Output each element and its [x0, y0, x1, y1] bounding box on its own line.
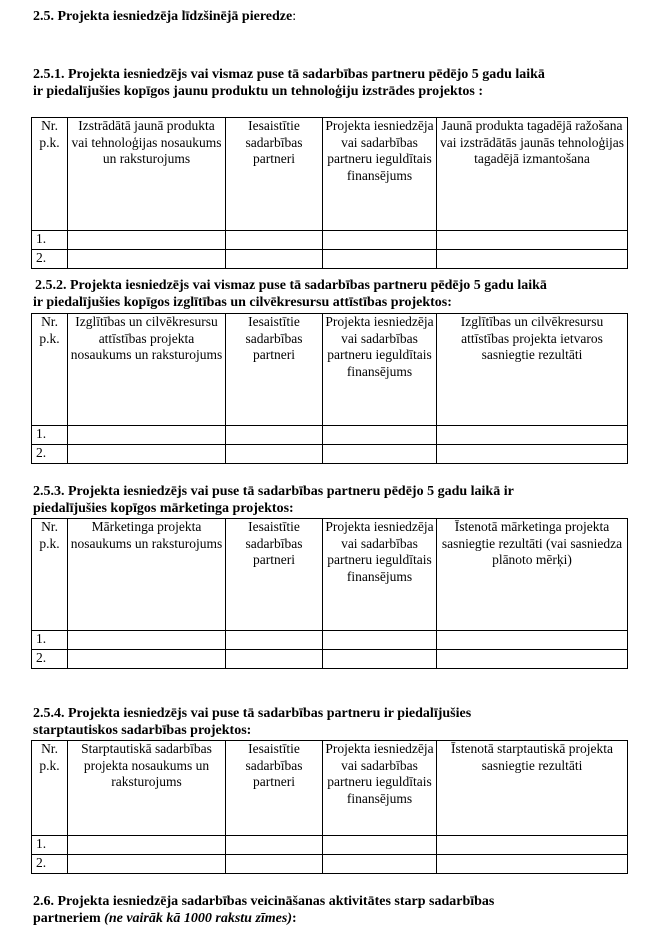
col-header-name: Starptautiskā sadarbības projekta nosaukums un raksturojums [68, 741, 226, 836]
col-header-nr: Nr. p.k. [32, 519, 68, 631]
col-header-nr: Nr. p.k. [32, 118, 68, 231]
table-cell[interactable] [437, 855, 628, 874]
row-number: 2. [32, 250, 68, 269]
table-cell[interactable] [437, 650, 628, 669]
experience-table-4 [31, 740, 628, 874]
table-cell[interactable] [226, 631, 323, 650]
subheading-2-6 [33, 893, 627, 927]
col-header-nr: Nr. p.k. [32, 314, 68, 426]
table-cell[interactable] [68, 231, 226, 250]
row-number: 2. [32, 445, 68, 464]
col-header-funding: Projekta iesniedzēja vai sadarbības partneru ieguldītais finansējums [323, 741, 437, 836]
table-cell[interactable] [323, 650, 437, 669]
heading-colon: : [292, 911, 297, 926]
table-row [32, 231, 628, 250]
heading-colon: : [292, 9, 297, 24]
row-number: 1. [32, 231, 68, 250]
row-number: 2. [32, 855, 68, 874]
table-cell[interactable] [437, 445, 628, 464]
row-number: 1. [32, 631, 68, 650]
subheading-line [33, 910, 627, 927]
col-header-result: Jaunā produkta tagadējā ražošana vai izstrādātās jaunās tehnoloģijas tagadējā izmantošana [437, 118, 628, 231]
subheading-line: 2.5.3. Projekta iesniedzējs vai puse tā sadarbības partneru pēdējo 5 gadu laikā ir [33, 484, 514, 499]
table-cell[interactable] [437, 836, 628, 855]
table-cell[interactable] [437, 250, 628, 269]
col-header-partners: Iesaistītie sadarbības partneri [226, 118, 323, 231]
table-cell[interactable] [323, 855, 437, 874]
table-cell[interactable] [226, 250, 323, 269]
table-cell[interactable] [323, 250, 437, 269]
table-cell[interactable] [68, 855, 226, 874]
table-header-row [32, 741, 628, 836]
col-header-partners: Iesaistītie sadarbības partneri [226, 519, 323, 631]
table-cell[interactable] [323, 445, 437, 464]
row-number: 2. [32, 650, 68, 669]
col-header-result: Īstenotā starptautiskā projekta sasniegtie rezultāti [437, 741, 628, 836]
table-row [32, 855, 628, 874]
subheading-line: 2.5.1. Projekta iesniedzējs vai vismaz puse tā sadarbības partneru pēdējo 5 gadu laikā [33, 67, 545, 82]
table-row [32, 445, 628, 464]
table-header-row [32, 519, 628, 631]
row-number: 1. [32, 426, 68, 445]
experience-table-2 [31, 313, 628, 464]
table-cell[interactable] [226, 650, 323, 669]
heading-title: Projekta iesniedzēja līdzšinējā pieredze [57, 9, 293, 24]
subheading-line: 2.5.2. Projekta iesniedzējs vai vismaz puse tā sadarbības partneru pēdējo 5 gadu laikā [35, 278, 547, 293]
table-cell[interactable] [68, 250, 226, 269]
subheading-line: starptautiskos sadarbības projektos: [33, 723, 252, 738]
table-cell[interactable] [68, 445, 226, 464]
col-header-funding: Projekta iesniedzēja vai sadarbības partneru ieguldītais finansējums [323, 314, 437, 426]
table-cell[interactable] [226, 426, 323, 445]
col-header-funding: Projekta iesniedzēja vai sadarbības partneru ieguldītais finansējums [323, 519, 437, 631]
subheading-2-5-1 [33, 66, 627, 100]
subheading-2-5-4 [33, 705, 627, 739]
table-row [32, 631, 628, 650]
table-row [32, 836, 628, 855]
table-header-row [32, 118, 628, 231]
table-cell[interactable] [68, 650, 226, 669]
subheading-line: ir piedalījušies kopīgos izglītības un cilvēkresursu attīstības projektos: [33, 295, 452, 310]
col-header-name: Izglītības un cilvēkresursu attīstības projekta nosaukums un raksturojums [68, 314, 226, 426]
col-header-nr: Nr. p.k. [32, 741, 68, 836]
table-cell[interactable] [226, 855, 323, 874]
table-cell[interactable] [323, 426, 437, 445]
table-cell[interactable] [226, 231, 323, 250]
subheading-line: 2.6. Projekta iesniedzēja sadarbības veicināšanas aktivitātes starp sadarbības [33, 894, 495, 909]
table-cell[interactable] [323, 836, 437, 855]
table-cell[interactable] [68, 631, 226, 650]
subheading-line: 2.5.4. Projekta iesniedzējs vai puse tā sadarbības partneru ir piedalījušies [33, 706, 472, 721]
heading-text: partneriem [33, 911, 101, 926]
table-cell[interactable] [437, 426, 628, 445]
col-header-name: Mārketinga projekta nosaukums un raksturojums [68, 519, 226, 631]
experience-table-3 [31, 518, 628, 669]
subheading-2-5-3 [33, 483, 627, 517]
row-number: 1. [32, 836, 68, 855]
table-row [32, 426, 628, 445]
subheading-2-5-2 [33, 277, 627, 311]
col-header-result: Izglītības un cilvēkresursu attīstības projekta ietvaros sasniegtie rezultāti [437, 314, 628, 426]
table-cell[interactable] [437, 231, 628, 250]
table-row [32, 250, 628, 269]
heading-number: 2.5. [33, 9, 54, 24]
subheading-line: piedalījušies kopīgos mārketinga projektos: [33, 501, 294, 516]
table-cell[interactable] [323, 631, 437, 650]
table-cell[interactable] [226, 836, 323, 855]
table-cell[interactable] [68, 836, 226, 855]
col-header-name: Izstrādātā jaunā produkta vai tehnoloģijas nosaukums un raksturojums [68, 118, 226, 231]
table-row [32, 650, 628, 669]
section-heading-2-5 [33, 9, 296, 25]
table-cell[interactable] [68, 426, 226, 445]
col-header-partners: Iesaistītie sadarbības partneri [226, 314, 323, 426]
table-cell[interactable] [323, 231, 437, 250]
experience-table-1 [31, 117, 628, 269]
subheading-line: ir piedalījušies kopīgos jaunu produktu un tehnoloģiju izstrādes projektos : [33, 84, 484, 99]
table-header-row [32, 314, 628, 426]
table-cell[interactable] [226, 445, 323, 464]
col-header-partners: Iesaistītie sadarbības partneri [226, 741, 323, 836]
col-header-result: Īstenotā mārketinga projekta sasniegtie rezultāti (vai sasniedza plānoto mērķi) [437, 519, 628, 631]
table-cell[interactable] [437, 631, 628, 650]
col-header-funding: Projekta iesniedzēja vai sadarbības partneru ieguldītais finansējums [323, 118, 437, 231]
char-limit-note: (ne vairāk kā 1000 rakstu zīmes) [104, 911, 292, 926]
